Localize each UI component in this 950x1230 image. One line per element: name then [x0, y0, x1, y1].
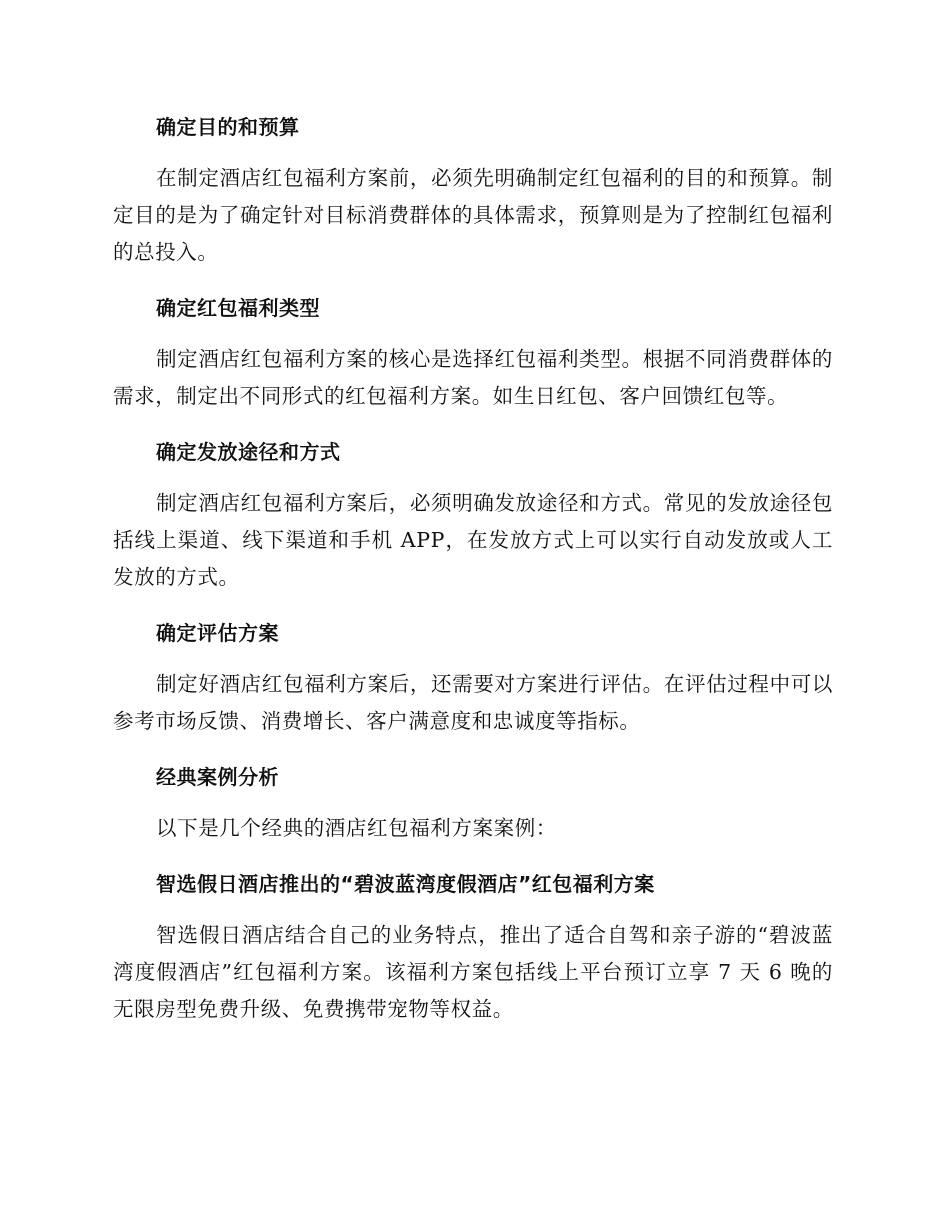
section-paragraph-case-analysis: 以下是几个经典的酒店红包福利方案案例：	[156, 816, 557, 840]
section-paragraph-holiday-inn-case: 智选假日酒店结合自己的业务特点，推出了适合自驾和亲子游的“碧波蓝湾度假酒店”红包福利方案。该福利方案包括线上平台预订立享 7 天 6 晚的无限房型免费升级、免费携带宠物等权益。	[113, 923, 833, 1021]
section-heading-evaluation: 确定评估方案	[156, 621, 279, 645]
section-heading-distribution: 确定发放途径和方式	[156, 440, 341, 464]
section-heading-case-analysis: 经典案例分析	[156, 765, 279, 789]
document-body	[113, 110, 833, 1028]
section-heading-holiday-inn-case: 智选假日酒店推出的“碧波蓝湾度假酒店”红包福利方案	[156, 872, 655, 896]
section-paragraph-distribution: 制定酒店红包福利方案后，必须明确发放途径和方式。常见的发放途径包括线上渠道、线下渠道和手机 APP，在发放方式上可以实行自动发放或人工发放的方式。	[113, 491, 833, 589]
section-heading-type: 确定红包福利类型	[156, 296, 320, 320]
section-paragraph-type: 制定酒店红包福利方案的核心是选择红包福利类型。根据不同消费群体的需求，制定出不同形式的红包福利方案。如生日红包、客户回馈红包等。	[113, 347, 833, 408]
section-paragraph-goal-budget: 在制定酒店红包福利方案前，必须先明确制定红包福利的目的和预算。制定目的是为了确定针对目标消费群体的具体需求，预算则是为了控制红包福利的总投入。	[113, 166, 833, 264]
section-heading-goal-budget: 确定目的和预算	[156, 115, 300, 139]
section-paragraph-evaluation: 制定好酒店红包福利方案后，还需要对方案进行评估。在评估过程中可以参考市场反馈、消费增长、客户满意度和忠诚度等指标。	[113, 672, 833, 733]
